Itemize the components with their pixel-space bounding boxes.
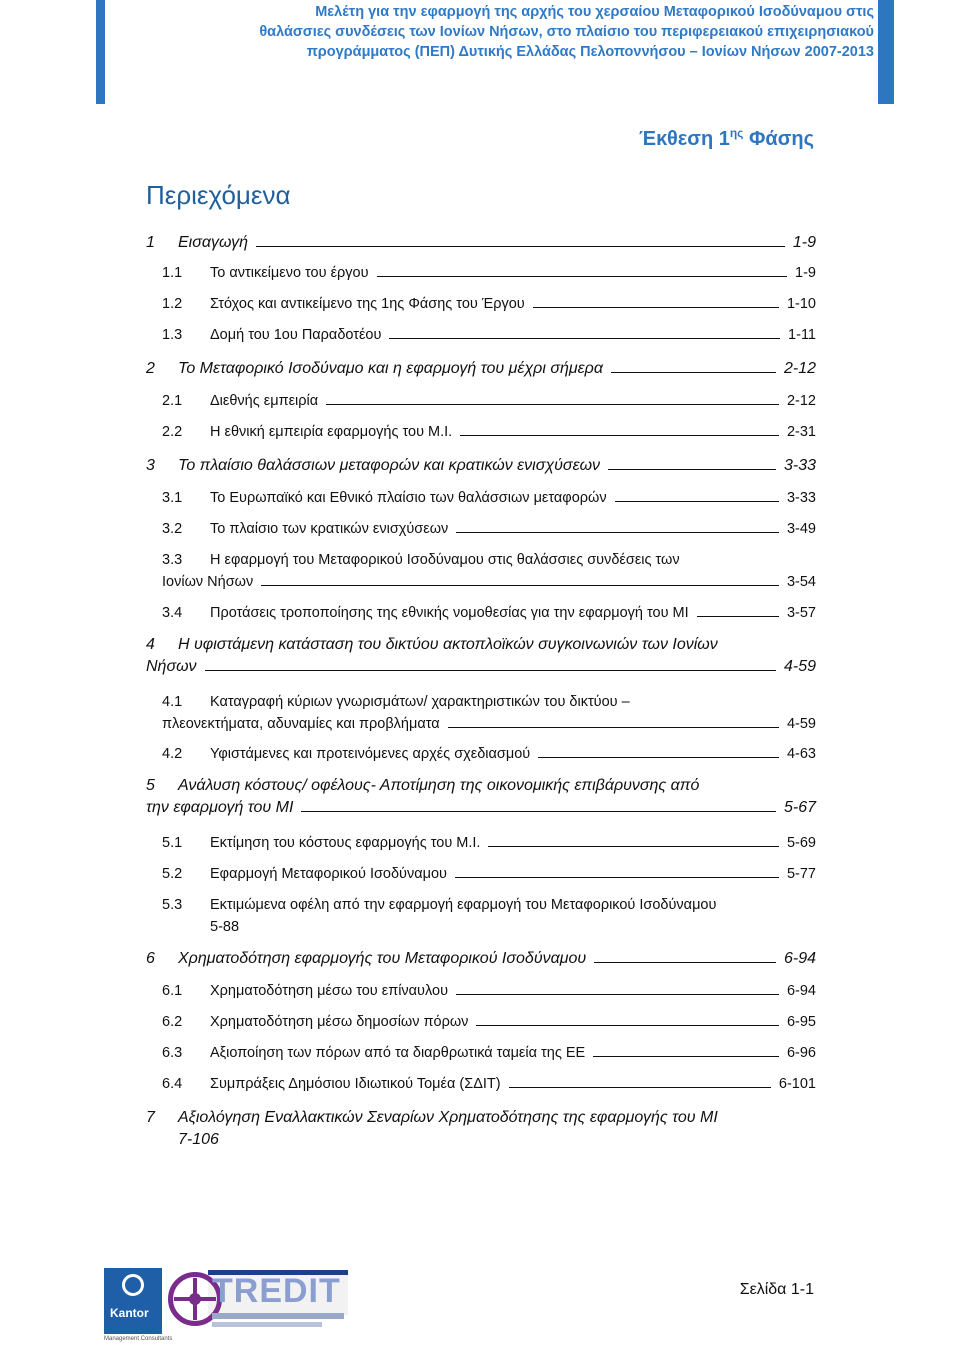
toc-entry-line <box>162 262 816 284</box>
toc-entry-leader <box>256 232 785 247</box>
toc-entry-title: Το αντικείμενο του έργου <box>210 265 369 281</box>
toc-entry-line <box>162 421 816 443</box>
tredit-logo-text: TREDIT <box>212 1272 341 1310</box>
toc-entry[interactable] <box>162 1073 816 1095</box>
toc-entry-title: Αξιολόγηση Εναλλακτικών Σεναρίων Χρηματοδότησης της εφαρμογής του ΜΙ <box>178 1109 718 1126</box>
toc-entry-page: 1-10 <box>786 296 816 312</box>
toc-entry[interactable] <box>162 1011 816 1033</box>
toc-entry[interactable] <box>146 948 816 970</box>
toc-entry-page: 5-88 <box>210 919 240 935</box>
toc-entry-leader <box>261 571 779 586</box>
toc-entry-page: 2-12 <box>786 393 816 409</box>
toc-entry[interactable] <box>162 894 816 938</box>
toc-entry[interactable] <box>162 691 816 735</box>
toc-entry-line <box>162 1011 816 1033</box>
toc-entry-line <box>146 948 816 970</box>
toc-entry[interactable] <box>162 324 816 346</box>
toc-entry-leader <box>476 1011 779 1026</box>
toc-entry-leader <box>326 390 779 405</box>
header-bar-left <box>96 0 105 104</box>
toc-entry-title: Προτάσεις τροποποίησης της εθνικής νομοθεσίας για την εφαρμογή του ΜΙ <box>210 605 689 621</box>
toc-entry-page: 3-57 <box>786 605 816 621</box>
toc-entry[interactable] <box>162 863 816 885</box>
toc-entry-number: 6.3 <box>162 1045 183 1061</box>
toc-entry-page: 2-12 <box>783 360 816 377</box>
toc-entry-title-continued: Νήσων <box>146 658 197 675</box>
toc-entry-page: 6-101 <box>778 1076 816 1092</box>
toc-entry-leader <box>488 832 779 847</box>
toc-title: Περιεχόμενα <box>146 180 291 210</box>
toc-entry-leader <box>594 948 776 963</box>
report-phase <box>639 126 814 151</box>
toc-entry[interactable] <box>162 262 816 284</box>
toc-entry-number: 5 <box>146 777 155 794</box>
kantor-logo <box>104 1268 162 1334</box>
toc-entry-title: Υφιστάμενες και προτεινόμενες αρχές σχεδιασμού <box>210 746 531 762</box>
toc-entry[interactable] <box>162 421 816 443</box>
toc-entry-number: 6 <box>146 950 155 967</box>
toc-entry-title: Χρηματοδότηση μέσω δημοσίων πόρων <box>210 1014 469 1030</box>
toc-entry-leader <box>455 863 779 878</box>
toc-entry-leader <box>389 324 780 339</box>
toc-entry-number: 3.2 <box>162 521 183 537</box>
toc-entry-number: 5.3 <box>162 897 183 913</box>
document-header <box>110 2 874 62</box>
toc-entry-line <box>162 293 816 315</box>
phase-prefix: Έκθεση 1 <box>639 128 730 150</box>
toc-entry-line <box>146 634 816 656</box>
toc-entry-leader <box>456 518 779 533</box>
toc-entry-number: 1.2 <box>162 296 183 312</box>
toc-entry-number: 1.3 <box>162 327 183 343</box>
toc-entry-leader <box>538 743 779 758</box>
toc-entry-line <box>146 232 816 254</box>
toc-entry-number: 6.4 <box>162 1076 183 1092</box>
toc-entry-title: Το πλαίσιο θαλάσσιων μεταφορών και κρατικών ενισχύσεων <box>178 457 601 474</box>
toc-entry-number: 4 <box>146 636 155 653</box>
toc-entry-title: Το πλαίσιο των κρατικών ενισχύσεων <box>210 521 449 537</box>
toc-entry[interactable] <box>162 602 816 624</box>
toc-entry-number: 3.3 <box>162 552 183 568</box>
toc-entry-page: 3-33 <box>786 490 816 506</box>
toc-entry[interactable] <box>146 1107 816 1151</box>
header-line-3: προγράμματος (ΠΕΠ) Δυτικής Ελλάδας Πελοποννήσου – Ιονίων Νήσων 2007-2013 <box>306 44 874 60</box>
toc-entry-title-continued: πλεονεκτήματα, αδυναμίες και προβλήματα <box>162 716 440 732</box>
toc-entry-title: Εκτιμώμενα οφέλη από την εφαρμογή εφαρμογή του Μεταφορικού Ισοδύναμου <box>210 897 717 913</box>
toc-entry-page: 1-9 <box>795 265 816 281</box>
toc-entry-title: Διεθνής εμπειρία <box>210 393 319 409</box>
toc-entry-line <box>210 916 816 938</box>
toc-entry-leader <box>460 421 779 436</box>
toc-entry-number: 5.2 <box>162 866 183 882</box>
toc-entry-title-continued: την εφαρμογή του ΜΙ <box>146 799 294 816</box>
toc-entry[interactable] <box>146 775 816 819</box>
kantor-mark-icon <box>122 1274 144 1296</box>
toc-entry-leader <box>456 980 779 995</box>
toc-entry-number: 6.2 <box>162 1014 183 1030</box>
toc-entry-leader <box>615 487 779 502</box>
toc-entry[interactable] <box>162 518 816 540</box>
toc-entry-line <box>162 980 816 1002</box>
toc-entry-line <box>162 518 816 540</box>
toc-entry-line <box>146 797 816 819</box>
toc-entry[interactable] <box>162 743 816 765</box>
toc-entry-line <box>162 390 816 412</box>
kantor-logo-text: Kantor <box>110 1306 149 1320</box>
toc-entry-line <box>162 894 816 916</box>
toc-entry-page: 5-67 <box>783 799 816 816</box>
toc-entry-number: 6.1 <box>162 983 183 999</box>
toc-entry-line <box>162 691 816 713</box>
toc-entry[interactable] <box>146 232 816 254</box>
toc-entry[interactable] <box>162 487 816 509</box>
toc-entry-title: Η υφιστάμενη κατάσταση του δικτύου ακτοπλοϊκών συγκοινωνιών των Ιονίων <box>178 636 718 653</box>
toc-entry-line <box>162 571 816 593</box>
toc-entry-line <box>162 1042 816 1064</box>
toc-entry-number: 7 <box>146 1109 155 1126</box>
toc-entry-line <box>146 656 816 678</box>
tredit-logo-tagline <box>212 1313 344 1319</box>
toc-entry-number: 5.1 <box>162 835 183 851</box>
toc-entry-page: 4-63 <box>786 746 816 762</box>
toc-entry[interactable] <box>162 293 816 315</box>
phase-suffix: Φάσης <box>743 128 814 150</box>
toc-entry[interactable] <box>162 549 816 593</box>
toc-entry-line <box>146 455 816 477</box>
toc-entry-page: 4-59 <box>786 716 816 732</box>
kantor-logo-subtitle: Management Consultants <box>104 1336 173 1342</box>
toc-entry[interactable] <box>146 358 816 380</box>
page-number: Σελίδα 1-1 <box>739 1281 814 1298</box>
toc-entry-page: 3-33 <box>783 457 816 474</box>
toc-entry-page: 1-11 <box>788 327 816 343</box>
toc-entry-title: Στόχος και αντικείμενο της 1ης Φάσης του Έργου <box>210 296 525 312</box>
toc-entry-number: 4.2 <box>162 746 183 762</box>
toc-entry-line <box>178 1129 816 1151</box>
toc-entry[interactable] <box>162 980 816 1002</box>
toc-entry-line <box>162 743 816 765</box>
phase-sup: ης <box>729 126 744 140</box>
toc-entry-leader <box>611 358 776 373</box>
toc-entry-leader <box>301 797 776 812</box>
toc-entry-number: 4.1 <box>162 694 183 710</box>
toc-entry[interactable] <box>162 1042 816 1064</box>
toc-entry-line <box>146 775 816 797</box>
toc-entry-title: Εισαγωγή <box>178 234 249 251</box>
toc-entry-leader <box>608 455 776 470</box>
toc-entry-number: 3.4 <box>162 605 183 621</box>
toc-entry-number: 1.1 <box>162 265 183 281</box>
toc-entry-title-continued: Ιονίων Νήσων <box>162 574 254 590</box>
toc-entry-page: 6-94 <box>783 950 816 967</box>
toc-entry-title: Εφαρμογή Μεταφορικού Ισοδύναμου <box>210 866 447 882</box>
toc-entry-page: 1-9 <box>792 234 816 251</box>
toc-entry-page: 2-31 <box>786 424 816 440</box>
toc-entry-leader <box>593 1042 779 1057</box>
toc-entry-page: 6-95 <box>786 1014 816 1030</box>
toc-entry-line <box>162 602 816 624</box>
toc-entry-page: 6-94 <box>786 983 816 999</box>
toc-entry-line <box>146 358 816 380</box>
toc-entry-page: 3-49 <box>786 521 816 537</box>
toc-entry-title: Δομή του 1ου Παραδοτέου <box>210 327 382 343</box>
toc-entry-number: 2.1 <box>162 393 183 409</box>
toc-entry-page: 6-96 <box>786 1045 816 1061</box>
toc-entry-title: Καταγραφή κύριων γνωρισμάτων/ χαρακτηριστικών του δικτύου – <box>210 694 630 710</box>
toc-entry[interactable] <box>146 455 816 477</box>
toc-entry-number: 3 <box>146 457 155 474</box>
toc-entry[interactable] <box>146 634 816 678</box>
toc-entry-title: Η εφαρμογή του Μεταφορικού Ισοδύναμου στις θαλάσσιες συνδέσεις των <box>210 552 680 568</box>
toc-entry-leader <box>448 713 779 728</box>
toc-entry-title: Η εθνική εμπειρία εφαρμογής του Μ.Ι. <box>210 424 453 440</box>
toc-entry-title: Ανάλυση κόστους/ οφέλους- Αποτίμηση της οικονομικής επιβάρυνσης από <box>178 777 700 794</box>
toc-entry-line <box>162 832 816 854</box>
header-line-1: Μελέτη για την εφαρμογή της αρχής του χερσαίου Μεταφορικού Ισοδύναμου στις <box>315 4 874 20</box>
toc-entry-page: 5-77 <box>786 866 816 882</box>
toc-entry-title: Αξιοποίηση των πόρων από τα διαρθρωτικά ταμεία της ΕΕ <box>210 1045 586 1061</box>
toc-entry-leader <box>377 262 787 277</box>
toc-entry-number: 1 <box>146 234 155 251</box>
toc-entry[interactable] <box>162 832 816 854</box>
header-line-2: θαλάσσιες συνδέσεις των Ιονίων Νήσων, στο πλαίσιο του περιφερειακού επιχειρησιακού <box>259 24 874 40</box>
toc-entry-line <box>162 324 816 346</box>
toc-entry-leader <box>205 656 776 671</box>
tredit-logo-tagline <box>212 1322 322 1327</box>
toc-entry-page: 4-59 <box>783 658 816 675</box>
toc-entry-number: 3.1 <box>162 490 183 506</box>
toc-entry-page: 5-69 <box>786 835 816 851</box>
toc-entry-title: Το Μεταφορικό Ισοδύναμο και η εφαρμογή του μέχρι σήμερα <box>178 360 603 377</box>
toc-entry-title: Εκτίμηση του κόστους εφαρμογής του Μ.Ι. <box>210 835 481 851</box>
toc-entry-line <box>162 487 816 509</box>
toc-entry-leader <box>509 1073 771 1088</box>
toc-entry-leader <box>533 293 779 308</box>
toc-entry-number: 2 <box>146 360 155 377</box>
toc-entry-title: Χρηματοδότηση εφαρμογής του Μεταφορικού Ισοδύναμου <box>178 950 587 967</box>
toc-entry-leader <box>697 602 779 617</box>
toc-entry[interactable] <box>162 390 816 412</box>
header-bar-right <box>878 0 894 104</box>
toc-entry-title: Συμπράξεις Δημόσιου Ιδιωτικού Τομέα (ΣΔΙΤ) <box>210 1076 501 1092</box>
toc-entry-title: Το Ευρωπαϊκό και Εθνικό πλαίσιο των θαλάσσιων μεταφορών <box>210 490 607 506</box>
toc-entry-line <box>162 549 816 571</box>
toc-entry-line <box>162 863 816 885</box>
toc-entry-line <box>146 1107 816 1129</box>
toc-entry-page: 3-54 <box>786 574 816 590</box>
toc-entry-line <box>162 713 816 735</box>
toc-entry-page: 7-106 <box>178 1131 219 1148</box>
toc-entry-title: Χρηματοδότηση μέσω του επίναυλου <box>210 983 449 999</box>
toc-entry-number: 2.2 <box>162 424 183 440</box>
toc-entry-line <box>162 1073 816 1095</box>
